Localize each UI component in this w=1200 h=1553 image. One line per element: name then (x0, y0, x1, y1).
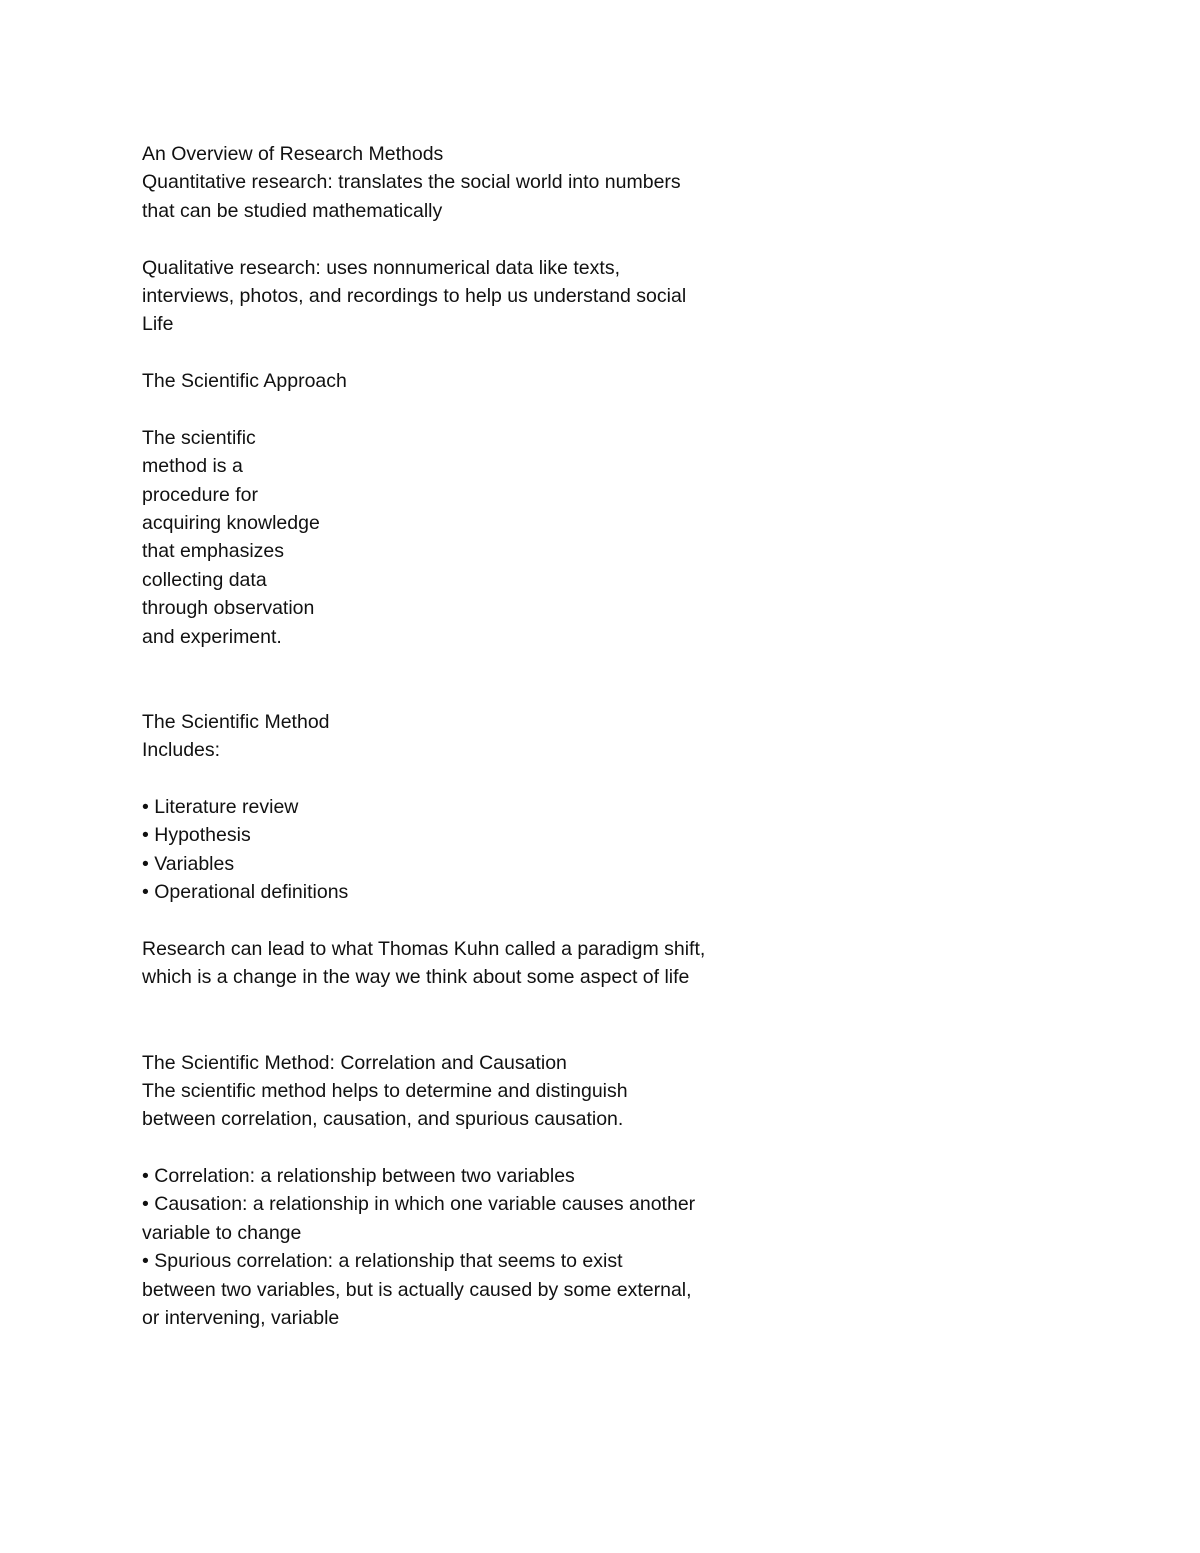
doc-line: that can be studied mathematically (142, 199, 443, 222)
doc-line: variable to change (142, 1221, 302, 1244)
doc-line: The scientific (142, 426, 256, 449)
blank-line (142, 225, 842, 253)
doc-line: interviews, photos, and recordings to help us understand social (142, 284, 687, 307)
doc-line: Research can lead to what Thomas Kuhn called a paradigm shift, (142, 937, 706, 960)
doc-line: between two variables, but is actually caused by some external, (142, 1278, 692, 1301)
doc-line: which is a change in the way we think about some aspect of life (142, 966, 690, 989)
bullet-item: • Hypothesis (142, 824, 251, 847)
section-heading: The Scientific Method (142, 710, 330, 733)
blank-line (142, 907, 842, 935)
bullet-item: • Correlation: a relationship between two variables (142, 1165, 575, 1188)
doc-line: method is a (142, 455, 243, 478)
section-heading: The Scientific Approach (142, 370, 347, 393)
doc-line: procedure for (142, 483, 258, 506)
doc-line: and experiment. (142, 625, 282, 648)
blank-line (142, 651, 842, 679)
blank-line (142, 1134, 842, 1162)
bullet-item: • Variables (142, 852, 235, 875)
doc-line: that emphasizes (142, 540, 284, 563)
blank-line (142, 679, 842, 707)
doc-line: Quantitative research: translates the social world into numbers (142, 171, 681, 194)
doc-line: between correlation, causation, and spurious causation. (142, 1108, 624, 1131)
doc-line: through observation (142, 597, 315, 620)
doc-title: An Overview of Research Methods (142, 143, 444, 165)
document-body (142, 140, 842, 1332)
doc-line: Life (142, 313, 174, 336)
bullet-item: • Spurious correlation: a relationship that seems to exist (142, 1250, 623, 1273)
blank-line (142, 339, 842, 367)
doc-line: acquiring knowledge (142, 512, 320, 535)
doc-line: Qualitative research: uses nonnumerical data like texts, (142, 256, 620, 279)
blank-line (142, 1020, 842, 1048)
bullet-item: • Operational definitions (142, 881, 349, 904)
doc-line: The scientific method helps to determine and distinguish (142, 1079, 628, 1102)
blank-line (142, 992, 842, 1020)
doc-line: Includes: (142, 739, 221, 762)
doc-line: or intervening, variable (142, 1307, 340, 1330)
bullet-item: • Causation: a relationship in which one variable causes another (142, 1193, 696, 1216)
bullet-item: • Literature review (142, 795, 299, 818)
blank-line (142, 765, 842, 793)
doc-line: collecting data (142, 568, 267, 591)
section-heading: The Scientific Method: Correlation and Causation (142, 1051, 567, 1074)
blank-line (142, 396, 842, 424)
